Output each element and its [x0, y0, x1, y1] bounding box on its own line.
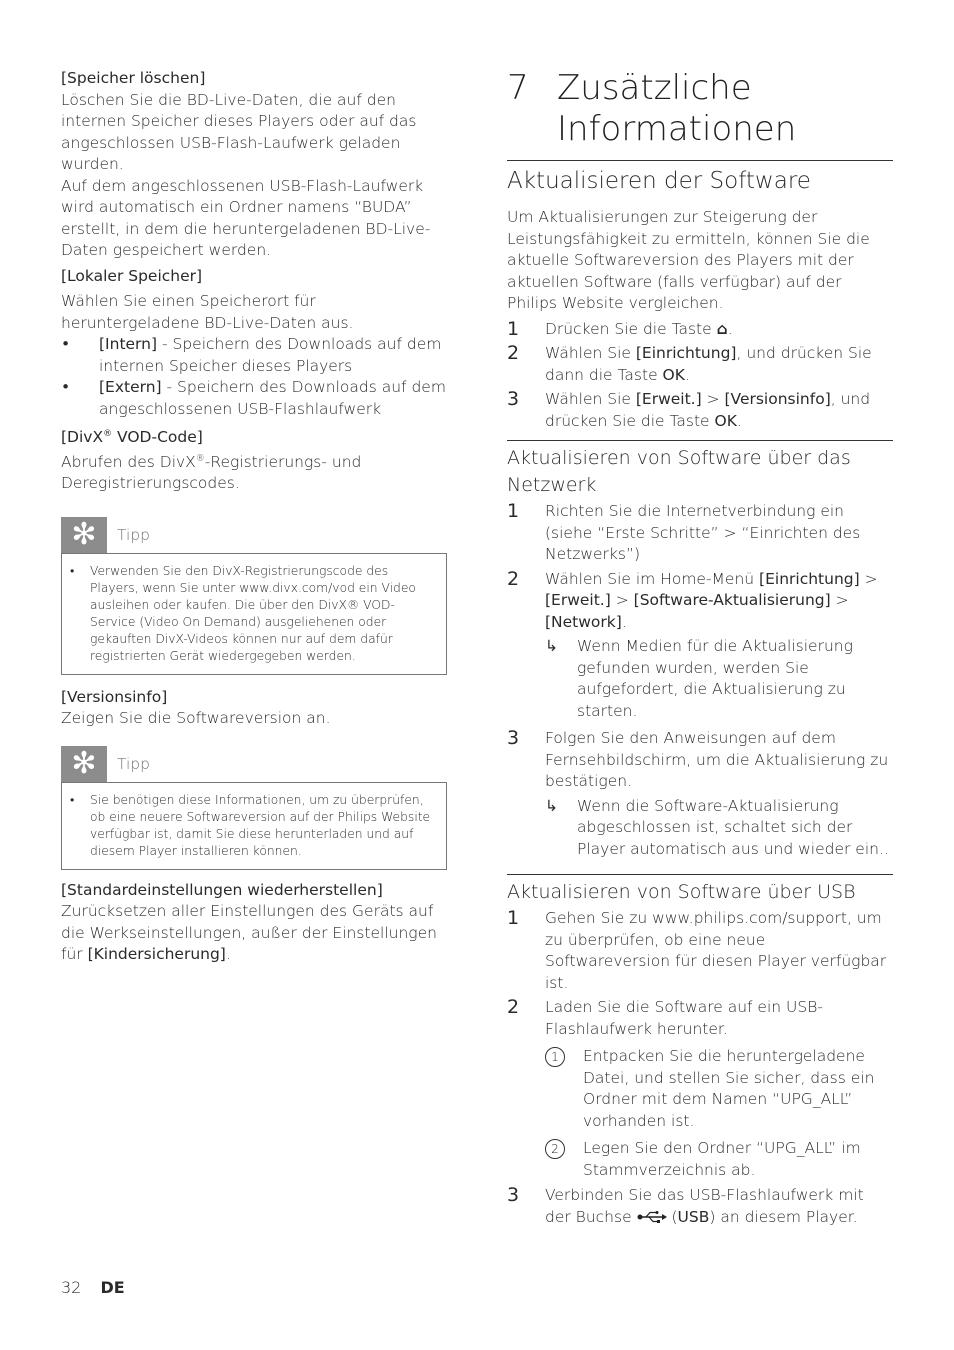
- left-column: [61, 68, 447, 966]
- step: 2 Wählen Sie [Einrichtung], und drücken Sie dann die Taste OK.: [507, 342, 872, 384]
- tip-label: Tipp: [117, 754, 150, 773]
- step: 3 Wählen Sie [Erweit.] > [Versionsinfo], und drücken Sie die Taste OK.: [507, 388, 871, 430]
- tip-label: Tipp: [117, 525, 150, 544]
- chapter-heading: Zusätzliche Informationen: [557, 68, 797, 149]
- step-result: ↳ Wenn Medien für die Aktualisierung gefunden wurden, werden Sie aufgefordert, die Aktualisierung zu starten.: [545, 636, 893, 722]
- tip-box: • Verwenden Sie den DivX-Registrierungscode des Players, wenn Sie unter www.divx.com/vod ein Video ausleihen oder kaufen. Die über den DivX® VOD-Service (Video On Demand) ausgeliehenen oder gekauften DivX-Videos können nur auf dem dafür registrierten Gerät wiedergegeben werden.: [61, 553, 447, 675]
- language-code: DE: [100, 1278, 125, 1297]
- tip-text: Verwenden Sie den DivX-Registrierungscode des Players, wenn Sie unter www.divx.com/vod ein Video ausleihen oder kaufen. Die über den DivX® VOD-Service (Video On Demand) ausgeliehenen oder gekauften DivX-Videos können nur auf dem dafür registrierten Gerät wiedergegeben werden.: [90, 563, 416, 663]
- version-text: Zeigen Sie die Softwareversion an.: [61, 709, 331, 728]
- tip-icon: ✻: [61, 517, 107, 553]
- lokal-text: Wählen Sie einen Speicherort für heruntergeladene BD-Live-Daten aus.: [61, 292, 354, 332]
- step: 2 Laden Sie die Software auf ein USB-Flashlaufwerk herunter.: [507, 996, 823, 1038]
- subsection-heading: Aktualisieren von Software über das Netzwerk: [507, 447, 851, 496]
- page-footer: [61, 1278, 125, 1297]
- tip-icon: ✻: [61, 746, 107, 782]
- step: 2 Wählen Sie im Home-Menü [Einrichtung] > [Erweit.] > [Software-Aktualisierung] > [Network].: [507, 567, 878, 631]
- chapter-title: [507, 68, 893, 150]
- divider: [507, 440, 893, 441]
- subsection-heading: Aktualisieren von Software über USB: [507, 881, 856, 903]
- speicher-heading: [Speicher löschen]: [61, 69, 206, 87]
- page-number: 32: [61, 1278, 82, 1297]
- chapter-number: 7: [507, 68, 529, 108]
- usb-icon: [637, 1208, 667, 1226]
- step: 3 Verbinden Sie das USB-Flashlaufwerk mit der Buchse (USB) an diesem Player.: [507, 1184, 864, 1226]
- version-heading: [Versionsinfo]: [61, 687, 168, 706]
- step-result: ↳ Wenn die Software-Aktualisierung abgeschlossen ist, schaltet sich der Player automatisch aus und wieder ein..: [545, 796, 893, 861]
- divider: [507, 874, 893, 875]
- std-text: Zurücksetzen aller Einstellungen des Geräts auf die Werkseinstellungen, außer der Einstellungen für [Kindersicherung].: [61, 902, 437, 964]
- step: 1 Gehen Sie zu www.philips.com/support, um zu überprüfen, ob eine neue Softwareversion für diesen Player verfügbar ist.: [507, 907, 887, 992]
- intro-text: Um Aktualisierungen zur Steigerung der Leistungsfähigkeit zu ermitteln, können Sie die aktuelle Softwareversion des Players mit der aktuellen Software (falls verfügbar) auf der Philips Website vergleichen.: [507, 208, 870, 312]
- right-column: [507, 68, 893, 1231]
- step: 3 Folgen Sie den Anweisungen auf dem Fernsehbildschirm, um die Aktualisierung zu bestätigen.: [507, 727, 889, 790]
- list-item: • [Extern] - Speichern des Downloads auf dem angeschlossenen USB-Flashlaufwerk: [61, 378, 446, 418]
- section-heading: Aktualisieren der Software: [507, 168, 811, 194]
- divider: [507, 160, 893, 161]
- home-icon: ⌂: [716, 319, 728, 338]
- lokal-heading: [Lokaler Speicher]: [61, 266, 203, 285]
- result-arrow-icon: ↳: [545, 796, 558, 815]
- result-arrow-icon: ↳: [545, 637, 558, 655]
- divx-text: Abrufen des DivX®-Registrierungs- und Deregistrierungscodes.: [61, 452, 362, 493]
- speicher-text-2: Auf dem angeschlossenen USB-Flash-Laufwerk wird automatisch ein Ordner namens “BUDA” erstellt, in dem die heruntergeladenen BD-Live-Daten gespeichert werden.: [61, 176, 431, 259]
- std-heading: [Standardeinstellungen wiederherstellen]: [61, 880, 383, 899]
- tip-text: Sie benötigen diese Informationen, um zu überprüfen, ob eine neuere Softwareversion auf der Philips Website verfügbar ist, damit Sie diese herunterladen und auf diesem Player installieren können.: [90, 792, 431, 858]
- list-item: • [Intern] - Speichern des Downloads auf dem internen Speicher dieses Players: [61, 335, 442, 375]
- sub-step: 1 Entpacken Sie die heruntergeladene Datei, und stellen Sie sicher, dass ein Ordner mit dem Namen “UPG_ALL” vorhanden ist.: [545, 1046, 893, 1132]
- tip-header: [61, 746, 447, 782]
- tip-header: [61, 517, 447, 553]
- step: 1 Drücken Sie die Taste ⌂.: [507, 317, 733, 340]
- speicher-text: Löschen Sie die BD-Live-Daten, die auf den internen Speicher dieses Players oder auf das angeschlossen USB-Flash-Laufwerk geladen wurden.: [61, 90, 417, 173]
- step: 1 Richten Sie die Internetverbindung ein (siehe “Erste Schritte” > “Einrichten des Netzwerks”): [507, 500, 861, 563]
- sub-step: 2 Legen Sie den Ordner “UPG_ALL” im Stammverzeichnis ab.: [545, 1138, 893, 1181]
- divx-heading: [DivX® VOD-Code]: [61, 428, 203, 447]
- tip-box: • Sie benötigen diese Informationen, um zu überprüfen, ob eine neuere Softwareversion auf der Philips Website verfügbar ist, damit Sie diese herunterladen und auf diesem Player installieren können.: [61, 782, 447, 870]
